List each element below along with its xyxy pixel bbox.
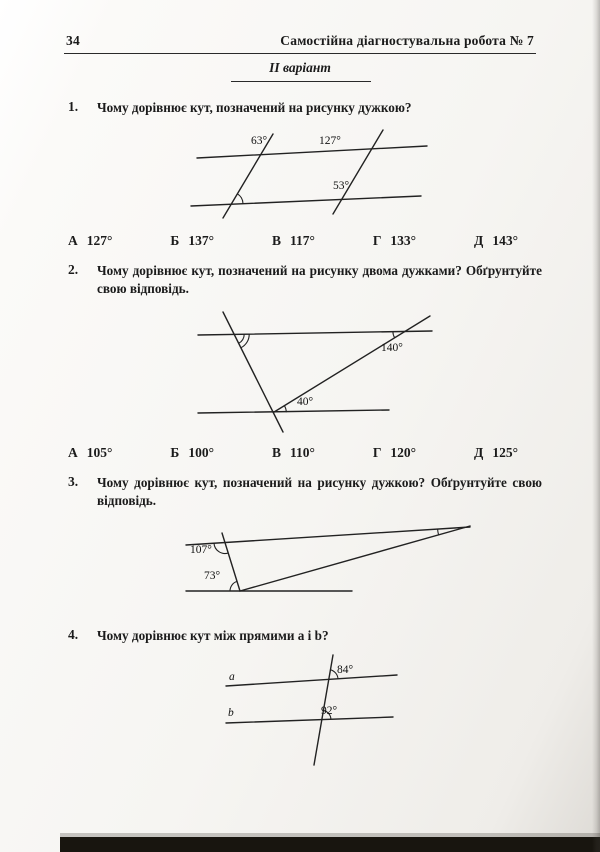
figure-2-double-arc-inner [239, 334, 245, 343]
figure-3-lines [178, 515, 473, 607]
figure-1-bottom-line [191, 196, 421, 206]
question-1-number: 1. [68, 99, 79, 114]
answer-letter: Г [372, 233, 382, 248]
figure-1-angle-label: 53° [333, 180, 350, 192]
answer-option [68, 233, 112, 249]
figure-1-top-line [197, 146, 427, 158]
answer-value: 110° [289, 445, 315, 460]
answer-option [68, 445, 112, 461]
question-3-number: 3. [68, 474, 79, 489]
header-title: Самостійна діагностувальна робота № 7 [280, 33, 534, 48]
figure-2-transversal [223, 312, 283, 432]
question-4-text: Чому дорівнює кут між прямими a і b? [97, 628, 329, 643]
answer-value: 133° [390, 233, 417, 248]
figure-3-angle-arc-right [438, 529, 439, 535]
answer-letter: Б [170, 233, 180, 248]
figure-3-angle-label: 73° [204, 570, 221, 582]
answer-letter: В [271, 445, 281, 460]
question-2-answers [68, 445, 518, 461]
answer-value: 125° [492, 445, 518, 460]
figure-3-angle-arc-bottom [230, 581, 237, 591]
figure-3-long-line [240, 526, 470, 591]
answer-option [170, 445, 214, 461]
answer-value: 105° [86, 445, 113, 460]
scan-right-edge-shadow [592, 0, 600, 852]
figure-4-line-b [226, 717, 393, 723]
answer-option [373, 445, 416, 461]
figure-2-parallel-lines [193, 302, 438, 436]
figure-2-bottom-line [198, 410, 389, 413]
page-header [66, 33, 534, 49]
figure-2-angle-label: 40° [297, 396, 314, 408]
figure-4-angle-label: 84° [337, 664, 354, 676]
answer-letter: Г [372, 445, 382, 460]
answer-letter: А [68, 233, 78, 248]
figure-1-angle-label: 63° [251, 135, 268, 147]
answer-letter: А [68, 445, 78, 460]
answer-value: 117° [289, 233, 315, 248]
answer-letter: Б [170, 445, 180, 460]
answer-letter: Д [474, 233, 484, 248]
figure-2-angle-label: 140° [381, 342, 403, 354]
figure-4-line-a-label: a [229, 671, 235, 683]
figure-4-lines-a-b [218, 649, 403, 767]
figure-3-angle-label: 107° [190, 544, 212, 556]
figure-2-angle-arc-right [393, 332, 395, 338]
page-number: 34 [66, 33, 80, 48]
answer-letter: Д [474, 445, 484, 460]
figure-1-angle-arc [237, 194, 243, 204]
answer-option [272, 445, 315, 461]
answer-option [272, 233, 315, 249]
answer-value: 143° [492, 233, 518, 248]
question-1-answers [68, 233, 518, 249]
scan-bottom-bar [60, 837, 600, 852]
figure-1-angle-label: 127° [319, 135, 341, 147]
answer-option [373, 233, 416, 249]
answer-value: 120° [390, 445, 417, 460]
answer-option [170, 233, 214, 249]
header-rule [64, 53, 536, 54]
figure-4-line-b-label: b [228, 707, 234, 719]
answer-value: 137° [188, 233, 214, 248]
question-1-text: Чому дорівнює кут, позначений на рисунку дужкою? [97, 100, 412, 115]
figure-4-angle-label: 92° [321, 705, 338, 717]
variant-underline [231, 81, 371, 82]
figure-3-top-line [186, 527, 470, 545]
question-2-number: 2. [68, 262, 79, 277]
figure-4-line-a [226, 675, 397, 686]
question-4-number: 4. [68, 627, 79, 642]
answer-value: 100° [188, 445, 214, 460]
answer-letter: В [271, 233, 281, 248]
answer-option [474, 445, 518, 461]
question-3-text: Чому дорівнює кут, позначений на рисунку дужкою? Обґрунтуйте свою відповідь. [97, 475, 542, 508]
variant-title: II варіант [269, 60, 331, 75]
answer-value: 127° [86, 233, 113, 248]
answer-option [474, 233, 518, 249]
question-2-text: Чому дорівнює кут, позначений на рисунку двома дужками? Обґрунтуйте свою відповідь. [97, 263, 542, 296]
figure-1-parallel-lines [185, 126, 440, 226]
